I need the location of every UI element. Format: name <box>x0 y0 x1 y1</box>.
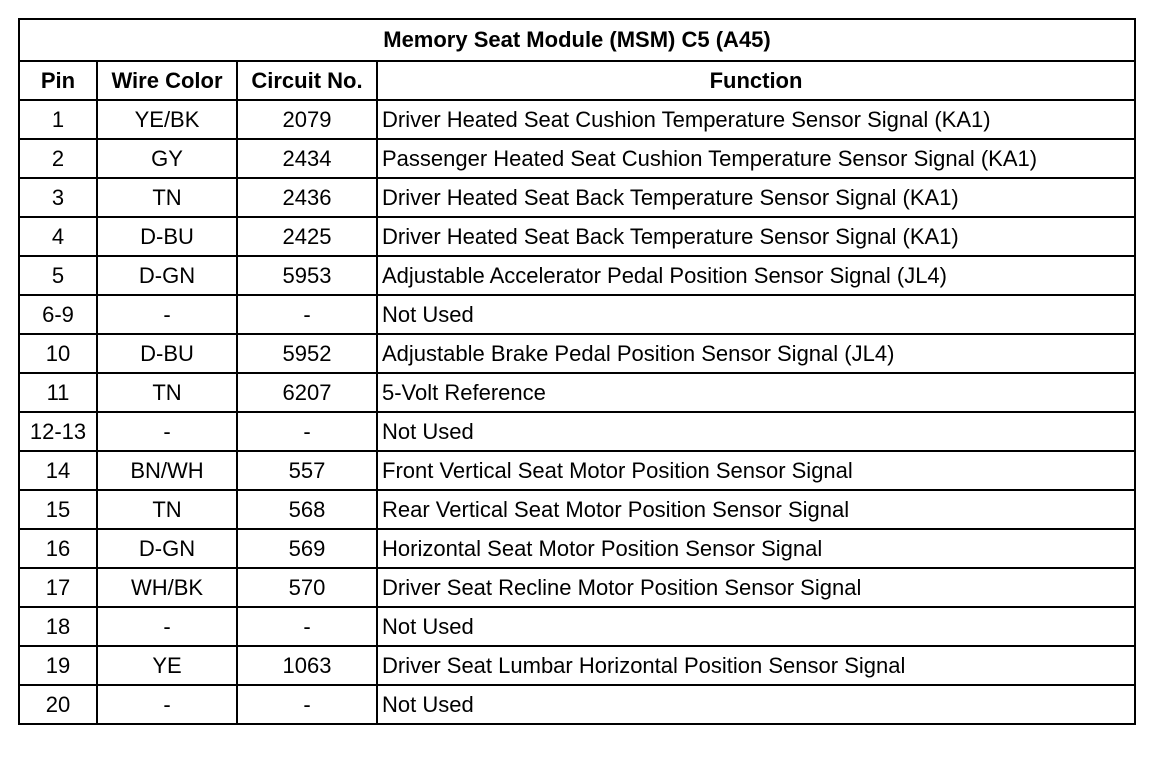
cell-circuit-no: 568 <box>237 490 377 529</box>
cell-pin: 10 <box>19 334 97 373</box>
table-row <box>19 100 1135 139</box>
cell-function: Driver Seat Recline Motor Position Sensor Signal <box>377 568 1135 607</box>
table-row <box>19 412 1135 451</box>
cell-wire-color: - <box>97 295 237 334</box>
table-row <box>19 139 1135 178</box>
table-row <box>19 529 1135 568</box>
cell-wire-color: D-BU <box>97 217 237 256</box>
cell-pin: 20 <box>19 685 97 724</box>
cell-pin: 6-9 <box>19 295 97 334</box>
cell-function: Not Used <box>377 607 1135 646</box>
cell-circuit-no: - <box>237 607 377 646</box>
cell-pin: 15 <box>19 490 97 529</box>
table-row <box>19 568 1135 607</box>
table-row <box>19 607 1135 646</box>
cell-function: Adjustable Brake Pedal Position Sensor Signal (JL4) <box>377 334 1135 373</box>
cell-pin: 1 <box>19 100 97 139</box>
cell-wire-color: - <box>97 685 237 724</box>
cell-circuit-no: 1063 <box>237 646 377 685</box>
cell-circuit-no: 557 <box>237 451 377 490</box>
table-row <box>19 490 1135 529</box>
table-row <box>19 334 1135 373</box>
header-pin: Pin <box>19 61 97 100</box>
cell-wire-color: BN/WH <box>97 451 237 490</box>
cell-circuit-no: 2436 <box>237 178 377 217</box>
table-title: Memory Seat Module (MSM) C5 (A45) <box>19 19 1135 61</box>
cell-circuit-no: 2425 <box>237 217 377 256</box>
cell-circuit-no: 5952 <box>237 334 377 373</box>
cell-function: Not Used <box>377 412 1135 451</box>
cell-function: Not Used <box>377 295 1135 334</box>
header-circuit-no: Circuit No. <box>237 61 377 100</box>
cell-function: Front Vertical Seat Motor Position Sensor Signal <box>377 451 1135 490</box>
cell-function: Driver Heated Seat Cushion Temperature Sensor Signal (KA1) <box>377 100 1135 139</box>
cell-wire-color: TN <box>97 490 237 529</box>
cell-pin: 11 <box>19 373 97 412</box>
cell-wire-color: GY <box>97 139 237 178</box>
table-row <box>19 217 1135 256</box>
connector-table-container <box>18 18 1136 725</box>
cell-circuit-no: 6207 <box>237 373 377 412</box>
cell-pin: 5 <box>19 256 97 295</box>
cell-circuit-no: 570 <box>237 568 377 607</box>
cell-function: Adjustable Accelerator Pedal Position Sensor Signal (JL4) <box>377 256 1135 295</box>
cell-function: Not Used <box>377 685 1135 724</box>
cell-pin: 3 <box>19 178 97 217</box>
cell-wire-color: TN <box>97 373 237 412</box>
cell-pin: 18 <box>19 607 97 646</box>
cell-wire-color: TN <box>97 178 237 217</box>
cell-wire-color: YE <box>97 646 237 685</box>
cell-wire-color: D-GN <box>97 256 237 295</box>
cell-circuit-no: 569 <box>237 529 377 568</box>
cell-circuit-no: - <box>237 685 377 724</box>
cell-pin: 16 <box>19 529 97 568</box>
cell-wire-color: WH/BK <box>97 568 237 607</box>
cell-function: Passenger Heated Seat Cushion Temperature Sensor Signal (KA1) <box>377 139 1135 178</box>
header-wire-color: Wire Color <box>97 61 237 100</box>
cell-pin: 4 <box>19 217 97 256</box>
cell-function: Driver Heated Seat Back Temperature Sensor Signal (KA1) <box>377 217 1135 256</box>
table-title-row <box>19 19 1135 61</box>
cell-wire-color: D-BU <box>97 334 237 373</box>
cell-function: Driver Heated Seat Back Temperature Sensor Signal (KA1) <box>377 178 1135 217</box>
header-function: Function <box>377 61 1135 100</box>
table-row <box>19 451 1135 490</box>
table-row <box>19 256 1135 295</box>
table-row <box>19 685 1135 724</box>
cell-pin: 14 <box>19 451 97 490</box>
table-row <box>19 646 1135 685</box>
table-header-row <box>19 61 1135 100</box>
cell-function: Rear Vertical Seat Motor Position Sensor Signal <box>377 490 1135 529</box>
cell-wire-color: D-GN <box>97 529 237 568</box>
cell-function: Driver Seat Lumbar Horizontal Position Sensor Signal <box>377 646 1135 685</box>
table-row <box>19 295 1135 334</box>
cell-pin: 17 <box>19 568 97 607</box>
cell-pin: 19 <box>19 646 97 685</box>
connector-pinout-table <box>18 18 1136 725</box>
cell-pin: 12-13 <box>19 412 97 451</box>
cell-circuit-no: - <box>237 412 377 451</box>
cell-circuit-no: 2079 <box>237 100 377 139</box>
cell-wire-color: - <box>97 412 237 451</box>
cell-circuit-no: 2434 <box>237 139 377 178</box>
cell-function: 5-Volt Reference <box>377 373 1135 412</box>
table-row <box>19 178 1135 217</box>
cell-pin: 2 <box>19 139 97 178</box>
table-body <box>19 100 1135 724</box>
cell-circuit-no: - <box>237 295 377 334</box>
table-row <box>19 373 1135 412</box>
cell-function: Horizontal Seat Motor Position Sensor Signal <box>377 529 1135 568</box>
cell-wire-color: YE/BK <box>97 100 237 139</box>
cell-circuit-no: 5953 <box>237 256 377 295</box>
cell-wire-color: - <box>97 607 237 646</box>
